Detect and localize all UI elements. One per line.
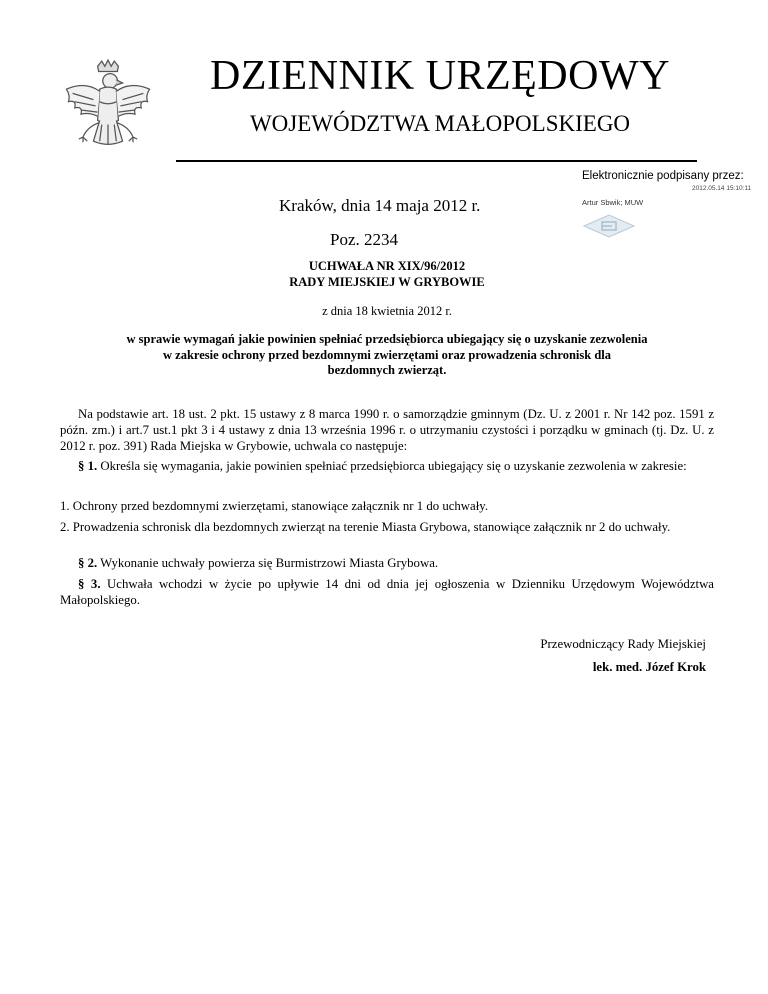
subject-line-1: w sprawie wymagań jakie powinien spełniać przedsiębiorca ubiegający się o uzyskanie zezwolenia — [126, 332, 648, 346]
legal-basis-paragraph: Na podstawie art. 18 ust. 2 pkt. 15 ustawy z 8 marca 1990 r. o samorządzie gminnym (Dz. U. z 2001 r. Nr 142 poz. 1591 z późn. zm.) i art.7 ust.1 pkt 3 i 4 ustawy z dnia 13 września 1996 r. o utrzymaniu czystości i porządku w gminach (tj. Dz. U. z 2012 r. poz. 391) Rada Miejska w Grybowie, uchwala co następuje: — [60, 407, 714, 453]
resolution-title — [60, 259, 714, 290]
signatory-name: lek. med. Józef Krok — [592, 660, 706, 674]
signature-signer: Artur Sbwik; MUW — [582, 198, 644, 207]
section-2-label: § 2. — [78, 556, 98, 570]
list-item-1: 1. Ochrony przed bezdomnymi zwierzętami, stanowiące załącznik nr 1 do uchwały. — [60, 499, 489, 513]
signature-timestamp: 2012.05.14 15:10:11 — [692, 185, 752, 192]
subject-line-2: w zakresie ochrony przed bezdomnymi zwierzętami oraz prowadzenia schronisk dla — [163, 347, 611, 362]
signature-stamp-icon[interactable] — [582, 213, 636, 239]
white-eagle-emblem-icon — [56, 58, 160, 162]
resolution-date: z dnia 18 kwietnia 2012 r. — [322, 304, 452, 318]
resolution-subject — [60, 332, 714, 379]
signatory-role: Przewodniczący Rady Miejskiej — [540, 637, 706, 651]
masthead-subtitle: WOJEWÓDZTWA MAŁOPOLSKIEGO — [249, 111, 631, 136]
signature-label: Elektronicznie podpisany przez: — [582, 170, 744, 182]
section-2 — [60, 555, 714, 571]
section-3-text: Uchwała wchodzi w życie po upływie 14 dni od dnia jej ogłoszenia w Dzienniku Urzędowym Województwa Małopolskiego. — [60, 577, 714, 607]
section-1-label: § 1. — [78, 459, 98, 473]
section-1 — [60, 458, 714, 474]
masthead-title: DZIENNIK URZĘDOWY — [210, 53, 670, 99]
list-item-2: 2. Prowadzenia schronisk dla bezdomnych zwierząt na terenie Miasta Grybowa, stanowiące załącznik nr 2 do uchwały. — [60, 520, 671, 534]
masthead-divider — [176, 160, 697, 162]
resolution-number: UCHWAŁA NR XIX/96/2012 — [308, 259, 466, 273]
place-date: Kraków, dnia 14 maja 2012 r. — [279, 196, 481, 215]
position-number: Poz. 2234 — [330, 230, 398, 249]
subject-line-3: bezdomnych zwierząt. — [327, 363, 447, 377]
section-3 — [60, 576, 714, 608]
section-2-text: Wykonanie uchwały powierza się Burmistrzowi Miasta Grybowa. — [97, 556, 439, 570]
section-1-text: Określa się wymagania, jakie powinien spełniać przedsiębiorca ubiegający się o uzyskanie zezwolenia w zakresie: — [97, 459, 687, 473]
resolution-issuer: RADY MIEJSKIEJ W GRYBOWIE — [289, 274, 485, 289]
section-3-label: § 3. — [78, 577, 101, 591]
